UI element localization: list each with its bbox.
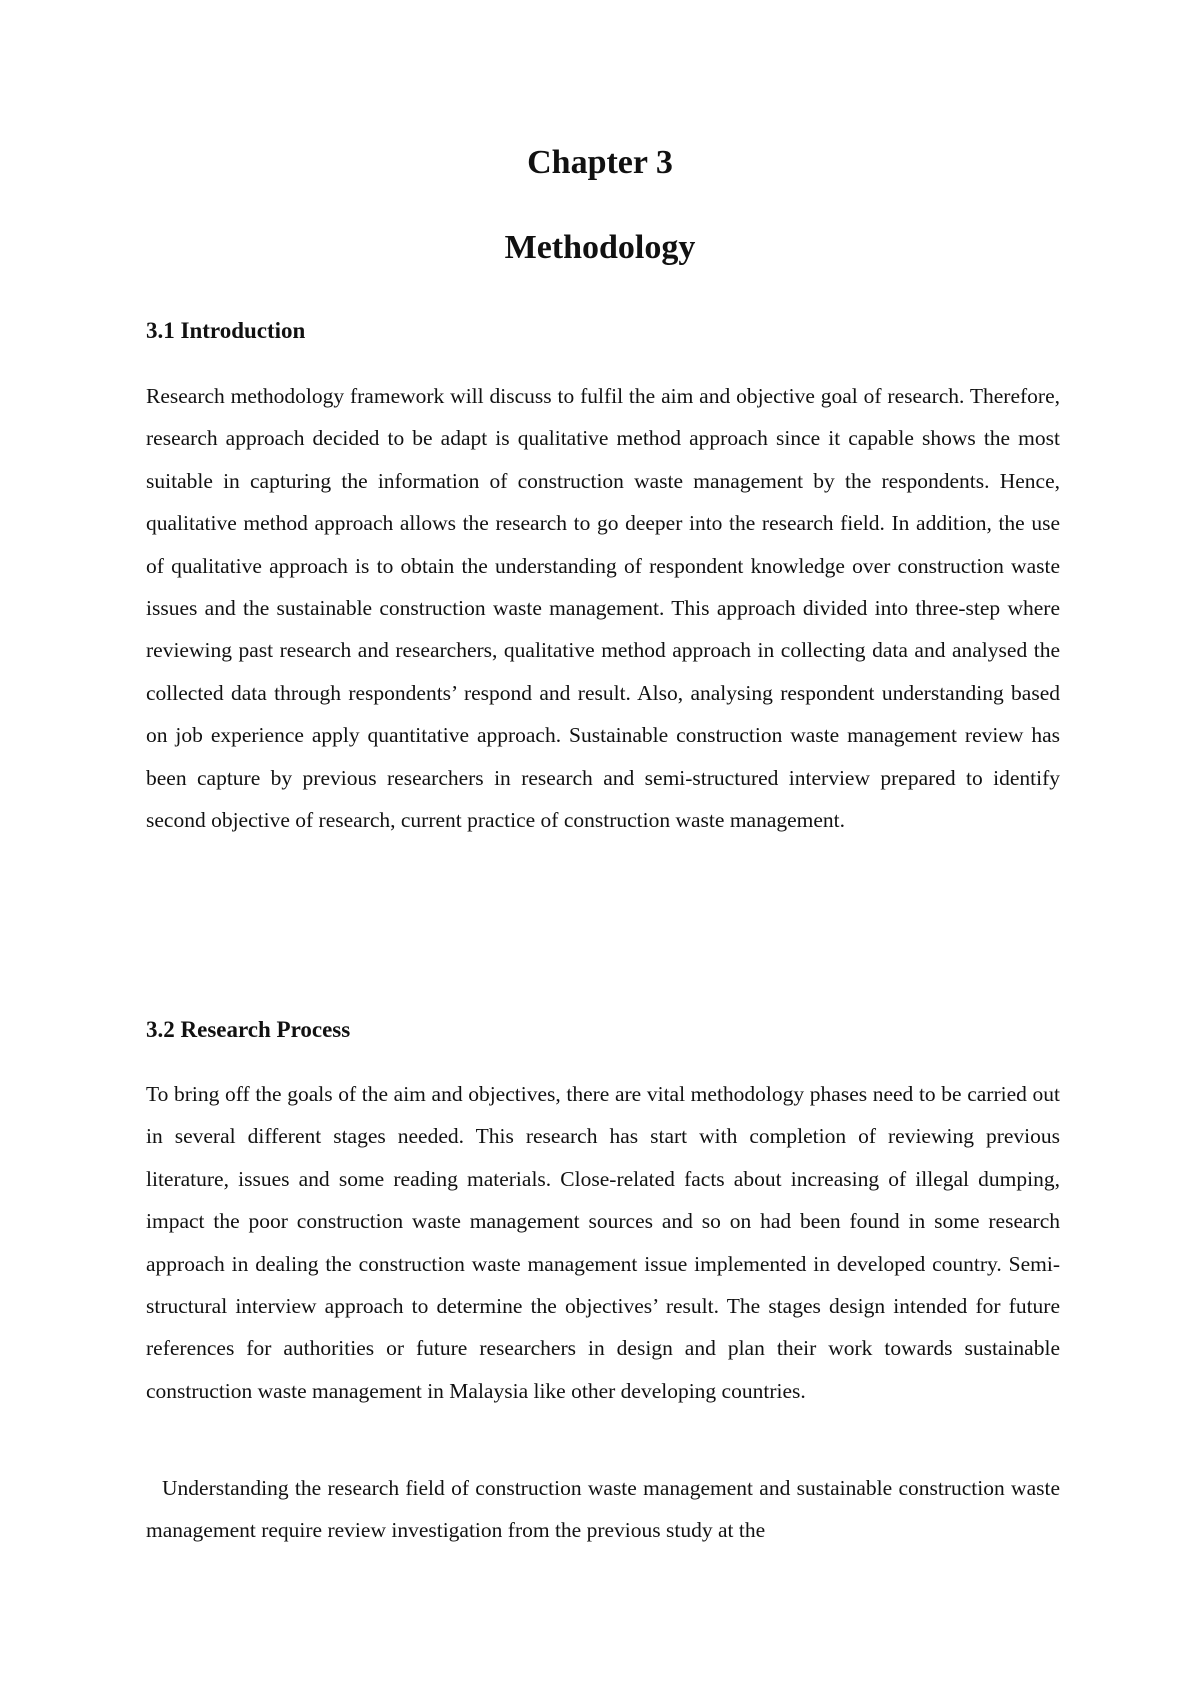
section-heading-introduction: 3.1 Introduction — [146, 318, 306, 343]
chapter-title: Chapter 3 — [527, 144, 673, 181]
chapter-subtitle: Methodology — [504, 229, 696, 266]
paragraph-understanding: Understanding the research field of construction waste management and sustainable construction waste management require review investigation from the previous study at the — [146, 1476, 1060, 1543]
paragraph-research-process: To bring off the goals of the aim and objectives, there are vital methodology phases need to be carried out in several different stages needed. This research has start with completion of reviewing previous literature, issues and some reading materials. Close-related facts about increasing of illegal dumping, impact the poor construction waste management sources and so on had been found in some research approach in dealing the construction waste management issue implemented in developed country. Semi-structural interview approach to determine the objectives’ result. The stages design intended for future references for authorities or future researchers in design and plan their work towards sustainable construction waste management in Malaysia like other developing countries. — [146, 1082, 1060, 1403]
section-heading-research-process: 3.2 Research Process — [146, 1017, 351, 1042]
paragraph-introduction: Research methodology framework will discuss to fulfil the aim and objective goal of research. Therefore, research approach decided to be adapt is qualitative method approach since it capable shows the most suitable in capturing the information of construction waste management by the respondents. Hence, qualitative method approach allows the research to go deeper into the research field. In addition, the use of qualitative approach is to obtain the understanding of respondent knowledge over construction waste issues and the sustainable construction waste management. This approach divided into three-step where reviewing past research and researchers, qualitative method approach in collecting data and analysed the collected data through respondents’ respond and result. Also, analysing respondent understanding based on job experience apply quantitative approach. Sustainable construction waste management review has been capture by previous researchers in research and semi-structured interview prepared to identify second objective of research, current practice of construction waste management. — [146, 384, 1060, 833]
